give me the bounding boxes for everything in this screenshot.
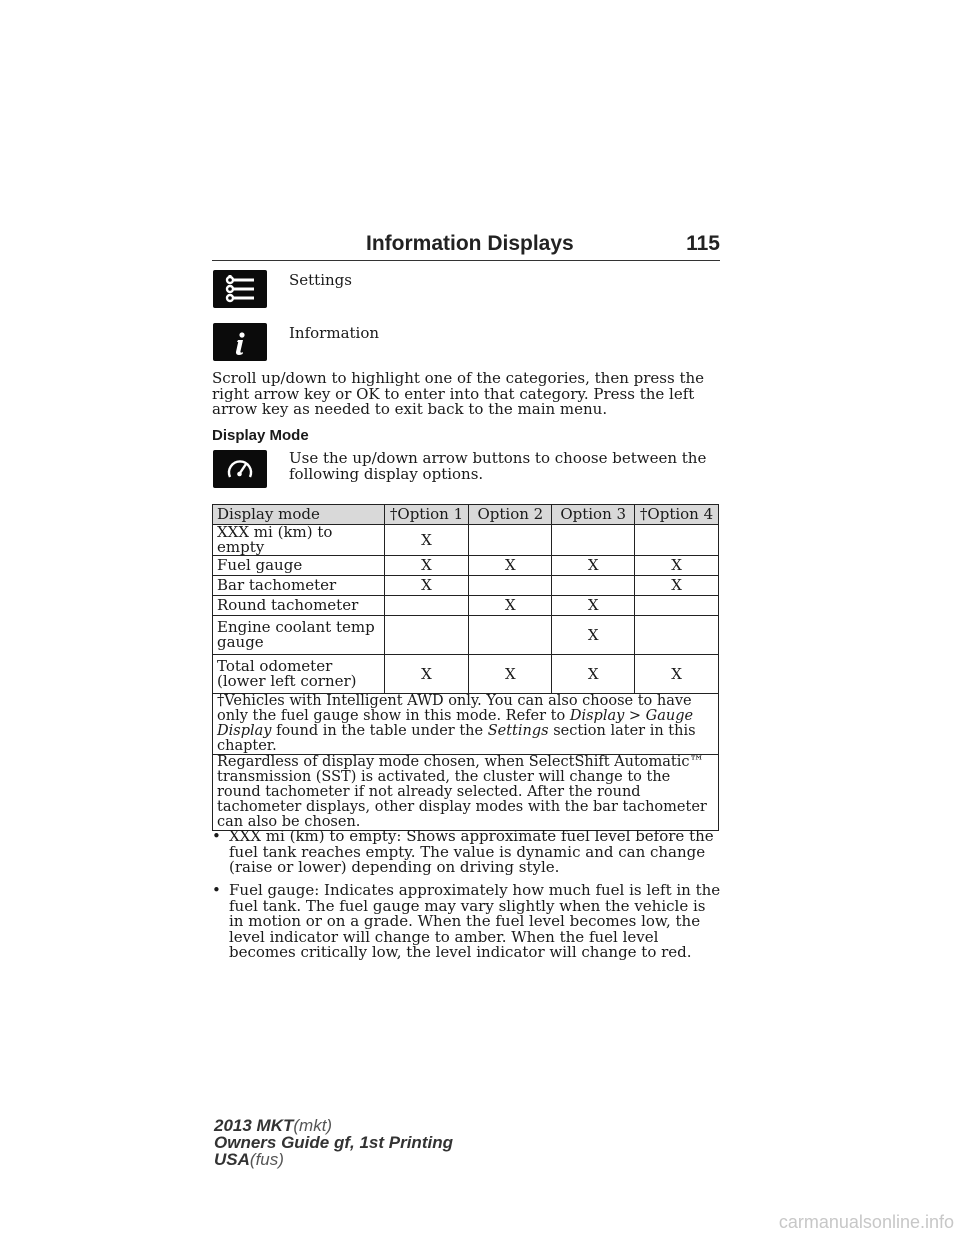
footnote-text: section later in this chapter. [217,723,696,754]
footer-model-code: (mkt) [293,1116,333,1135]
table-cell: Bar tachometer [213,576,385,596]
table-cell [635,525,719,556]
table-sst-note: Regardless of display mode chosen, when SelectShift Automatic™ transmission (SST) is activated, the cluster will change to the round tachometer if not already selected. After the round tachometer displays, other display modes with the bar tachometer can also be chosen. [213,755,719,831]
footer-region-code: (fus) [249,1150,284,1169]
footer-model: 2013 MKT [214,1116,294,1135]
table-cell [384,596,469,616]
table-row [213,525,719,556]
table-cell [384,616,469,655]
display-mode-text: Use the up/down arrow buttons to choose between the following display options. [289,449,707,483]
table-cell: Engine coolant temp gauge [213,616,385,655]
bullet-marker: • [212,827,221,845]
table-row [213,556,719,576]
table-cell: X [635,655,719,694]
display-mode-heading: Display Mode [212,427,309,444]
table-cell: X [469,596,552,616]
information-icon [213,323,267,361]
gauge-icon [213,450,267,488]
column-header: †Option 1 [384,505,469,525]
table-cell: X [635,576,719,596]
table-cell: X [552,655,635,694]
table-footnote [213,694,719,755]
table-cell [552,576,635,596]
table-cell: X [384,655,469,694]
footer-region: USA [214,1150,250,1169]
table-cell: X [384,525,469,556]
column-header: †Option 4 [635,505,719,525]
table-cell: XXX mi (km) to empty [213,525,385,556]
table-cell [469,576,552,596]
column-header: Display mode [213,505,385,525]
bullet-marker: • [212,881,221,899]
table-cell: Fuel gauge [213,556,385,576]
table-row [213,616,719,655]
display-mode-table [212,504,719,831]
settings-list-icon [213,270,267,308]
table-cell [635,616,719,655]
table-cell [635,596,719,616]
table-cell: X [384,576,469,596]
table-cell: X [384,556,469,576]
table-cell: X [552,556,635,576]
table-row [213,576,719,596]
table-cell [469,616,552,655]
table-cell: X [552,596,635,616]
column-header: Option 2 [469,505,552,525]
header-divider [212,260,720,261]
section-title: Information Displays [366,232,574,255]
bullet-text: Fuel gauge: Indicates approximately how much fuel is left in the fuel tank. The fuel gauge may vary slightly when the vehicle is in motion or on a grade. When the fuel level becomes low, the level indicator will change to amber. When the fuel level becomes critically low, the level indicator will change to red. [229,881,721,961]
bullet-text: XXX mi (km) to empty: Shows approximate fuel level before the fuel tank reaches empty. The value is dynamic and can change (raise or lower) depending on driving style. [229,827,714,876]
print-footer [214,1117,453,1168]
information-label: Information [289,324,380,342]
table-cell: X [635,556,719,576]
table-row [213,655,719,694]
table-cell: X [552,616,635,655]
table-cell [552,525,635,556]
page-number: 115 [686,232,720,255]
footer-guide: Owners Guide gf, 1st Printing [214,1133,453,1152]
page-header [212,232,720,262]
intro-paragraph: Scroll up/down to highlight one of the categories, then press the right arrow key or OK to enter into that category. Press the left arrow key as needed to exit back to the main menu. [212,369,705,418]
settings-label: Settings [289,271,352,289]
table-cell [469,525,552,556]
table-header-row [213,505,719,525]
table-row [213,596,719,616]
footnote-text: found in the table under the [276,723,484,739]
column-header: Option 3 [552,505,635,525]
table-note-row [213,694,719,755]
table-cell: X [469,655,552,694]
table-cell: Round tachometer [213,596,385,616]
footnote-text: †Vehicles with Intelligent AWD only. You can also choose to have only the fuel gauge show in this mode. Refer to [217,693,692,724]
watermark: carmanualsonline.info [778,1212,954,1232]
table-cell: X [469,556,552,576]
settings-reference: Settings [487,723,549,739]
table-cell: Total odometer (lower left corner) [213,655,385,694]
gauge-display-reference: Display > Gauge Display [217,708,694,739]
table-note-row [213,755,719,831]
